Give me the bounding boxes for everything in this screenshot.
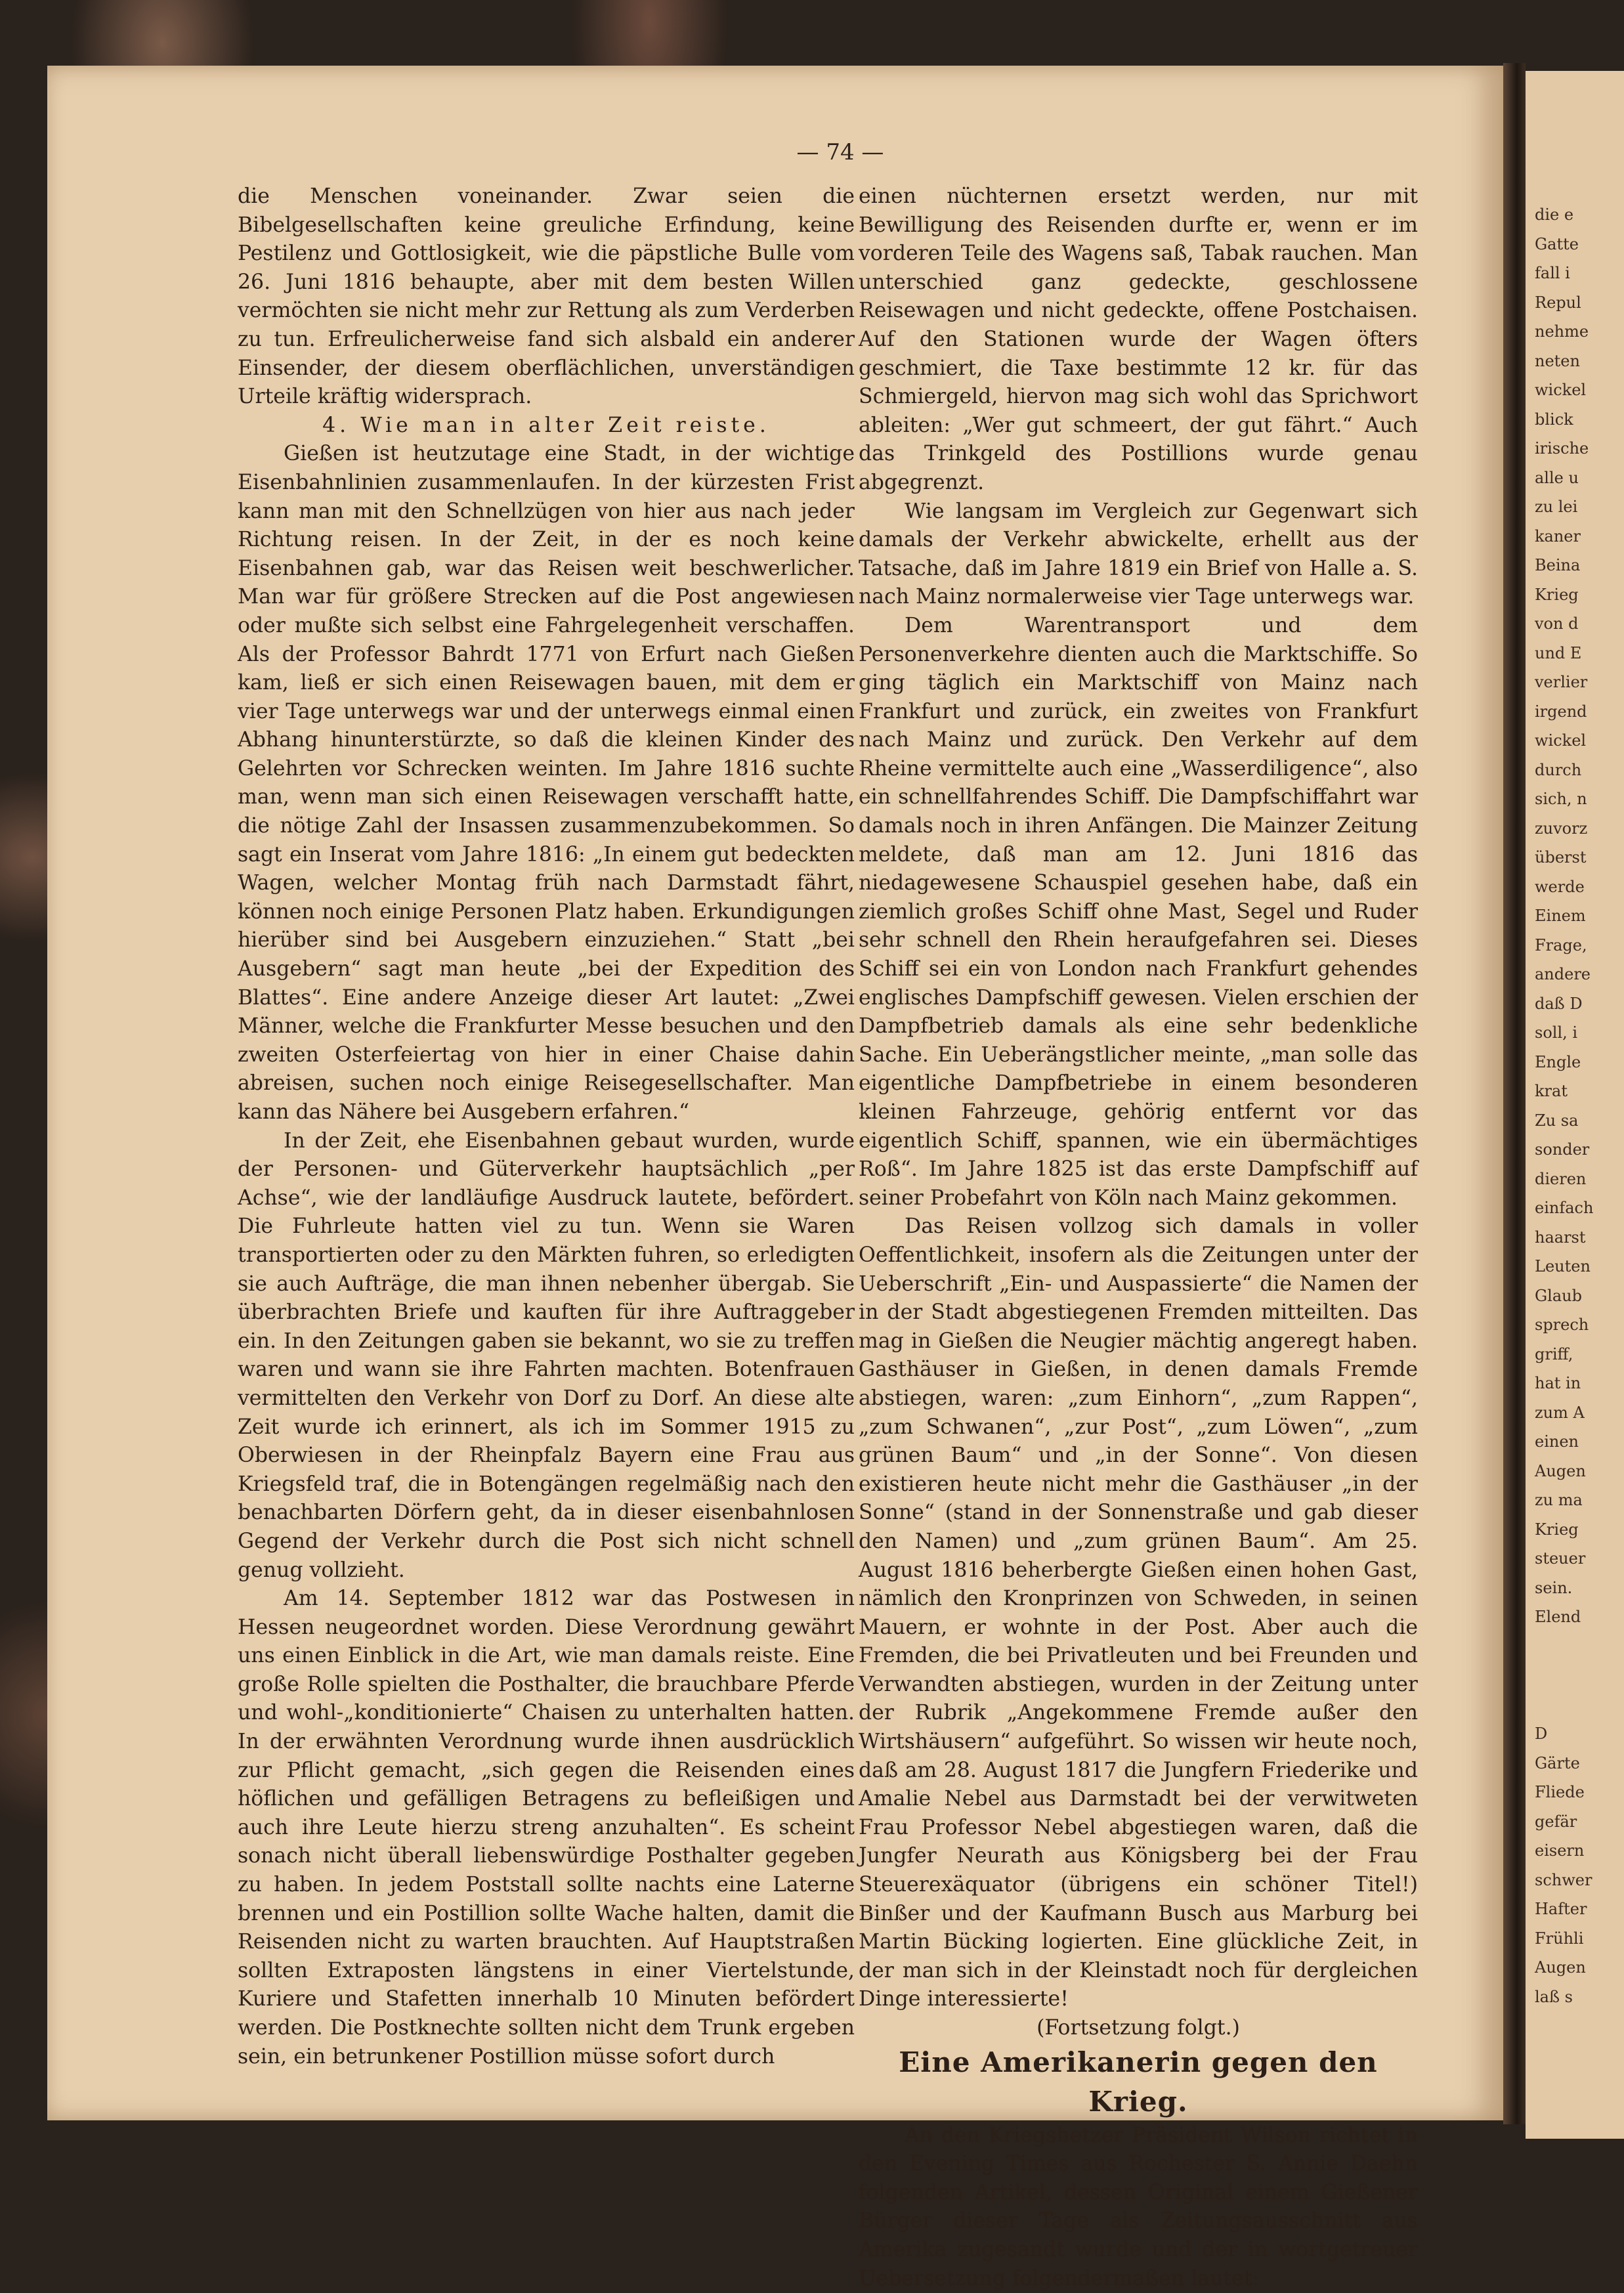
paragraph: An den Kriegshetzer Präsident Wilson richtet in den Evening Times aus Rochester S. Annie Daehn folgenden Artikel, dessen Original einem Gießener Bürger dieser Tage als Zeitungsausschnitt aus Amerika zugesandt wurde und der in wortgetreuer Uebersetzung folgendermaßen lautet: <box>859 2123 1418 2290</box>
section-heading: 4. Wie man in alter Zeit reiste. <box>322 413 770 437</box>
next-page-text-fragment: Frühli <box>1535 1929 1584 1948</box>
next-page-text-fragment: die e <box>1535 205 1574 224</box>
next-page-text-fragment: Zu sa <box>1535 1111 1579 1130</box>
next-page-text-fragment: Repul <box>1535 293 1581 312</box>
next-page-text-fragment: Engle <box>1535 1052 1581 1071</box>
next-page-text-fragment: alle u <box>1535 468 1579 487</box>
book-gutter <box>1503 63 1526 2124</box>
next-page-text-fragment: D <box>1535 1725 1548 1743</box>
next-page-text-fragment: zum A <box>1535 1403 1585 1422</box>
paragraph: Das Reisen vollzog sich damals in voller Oeffentlichkeit, insofern als die Zeitungen unter der Ueberschrift „Ein- und Auspassierte“ die Namen der in der Stadt abgestiegenen Fremden mitteilten. Das mag in Gießen die Neugier mächtig angeregt haben. Gasthäuser in Gießen, in denen damals Fremde abstiegen, waren: „zum Einhorn“, „zum Rappen“, „zum Schwanen“, „zur Post“, „zum Löwen“, „zum grünen Baum“ und „in der Sonne“. Von diesen existieren heute nicht mehr die Gasthäuser „in der Sonne“ (stand in der Sonnenstraße und gab dieser den Namen) und „zum grünen Baum“. Am 25. August 1816 beherbergte Gießen einen hohen Gast, nämlich den Kronprinzen von Schweden, in seinen Mauern, er wohnte in der Post. Aber auch die Fremden, die bei Privatleuten und bei Freunden und Verwandten abstiegen, wurden in der Zeitung unter der Rubrik „Angekommene Fremde außer den Wirtshäusern“ aufgeführt. So wissen wir heute noch, daß am 28. August 1817 die Jungfern Friederike und Amalie Nebel aus Darmstadt bei der verwitweten Frau Professor Nebel abgestiegen waren, daß die Jungfer Neurath aus Königsberg bei der Frau Steuerexäquator (übrigens ein schöner Titel!) Binßer und der Kaufmann Busch aus Marburg bei Martin Bücking logierten. Eine glückliche Zeit, in der man sich in der Kleinstadt noch für dergleichen Dinge interessierte! <box>859 1214 1418 2011</box>
next-page-text-fragment: andere <box>1535 965 1591 983</box>
next-page-text-fragment: Beina <box>1535 556 1581 574</box>
next-page-text-fragment: Krieg <box>1535 1520 1579 1539</box>
next-page-text-fragment: Elend <box>1535 1608 1581 1626</box>
next-page-text-fragment: zuvorz <box>1535 819 1588 838</box>
continuation-note: (Fortsetzung folgt.) <box>1036 2016 1240 2040</box>
next-page-text-fragment: Leuten <box>1535 1257 1591 1275</box>
next-page-text-fragment: Gatte <box>1535 234 1579 253</box>
paragraph: Dem Warentransport und dem Personenverkehre dienten auch die Marktschiffe. So ging täglich ein Marktschiff von Mainz nach Frankfurt und zurück, ein zweites von Frankfurt nach Mainz und zurück. Den Verkehr auf dem Rheine vermittelte auch eine „Wasserdiligence“, also ein schnellfahrendes Schiff. Die Dampfschiffahrt war damals noch in ihren Anfängen. Die Mainzer Zeitung meldete, daß man am 12. Juni 1816 das niedagewesene Schauspiel gesehen habe, daß ein ziemlich großes Schiff ohne Mast, Segel und Ruder sehr schnell den Rhein heraufgefahren sei. Dieses Schiff sei ein von London nach Frankfurt gehendes englisches Dampfschiff gewesen. Vielen erschien der Dampfbetrieb damals als eine sehr bedenkliche Sache. Ein Ueberängstlicher meinte, „man solle das eigentliche Dampfbetriebe in einem besonderen kleinen Fahrzeuge, gehörig entfernt vor das eigentlich Schiff, spannen, wie ein übermächtiges Roß“. Im Jahre 1825 ist das erste Dampfschiff auf seiner Probefahrt von Köln nach Mainz gekommen. <box>859 613 1418 1210</box>
next-page-text-fragment: irgend <box>1535 702 1587 721</box>
next-page-text-fragment: Glaub <box>1535 1286 1582 1305</box>
next-page-text-fragment: daß D <box>1535 994 1583 1013</box>
next-page-text-fragment: einfach <box>1535 1199 1594 1217</box>
next-page-text-fragment: eisern <box>1535 1841 1585 1860</box>
next-page-text-fragment: Frage, <box>1535 935 1587 954</box>
paragraph: In der Zeit, ehe Eisenbahnen gebaut wurden, wurde der Personen- und Güterverkehr hauptsächlich „per Achse“, wie der landläufige Ausdruck lautete, befördert. Die Fuhrleute hatten viel zu tun. Wenn sie Waren transportierten oder zu den Märkten fuhren, so erledigten sie auch Aufträge, die man ihnen nebenher übergab. Sie überbrachten Briefe und kauften für ihre Auftraggeber ein. In den Zeitungen gaben sie bekannt, wo sie zu treffen waren und wann sie ihre Fahrten machten. Botenfrauen vermittelten den Verkehr von Dorf zu Dorf. An diese alte Zeit wurde ich erinnert, als ich im Sommer 1915 zu Oberwiesen in der Rheinpfalz Bayern eine Frau aus Kriegsfeld traf, die in Botengängen regelmäßig nach den benachbarten Dörfern geht, da in dieser eisenbahnlosen Gegend der Verkehr durch die Post sich nicht schnell genug vollzieht. <box>238 1128 855 1582</box>
paragraph: die Menschen voneinander. Zwar seien die Bibelgesellschaften keine greuliche Erfindung, keine Pestilenz und Gottlosigkeit, wie die päpstliche Bulle vom 26. Juni 1816 behaupte, aber mit dem besten Willen vermöchten sie nicht mehr zur Rettung als zum Verderben zu tun. Erfreulicherweise fand sich alsbald ein anderer Einsender, der diesem oberflächlichen, unverständigen Urteile kräftig widersprach. <box>238 184 855 409</box>
left-column <box>238 182 855 2071</box>
next-page-text-fragment: irische <box>1535 439 1589 458</box>
next-page-text-fragment: hat in <box>1535 1374 1581 1392</box>
next-page-text-fragment: von d <box>1535 614 1579 633</box>
paragraph: Am 14. September 1812 war das Postwesen in Hessen neugeordnet worden. Diese Verordnung gewährt uns einen Einblick in die Art, wie man damals reiste. Eine große Rolle spielten die Posthalter, die brauchbare Pferde und wohl-„konditionierte“ Chaisen zu unterhalten hatten. In der erwähnten Verordnung wurde ihnen ausdrücklich zur Pflicht gemacht, „sich gegen die Reisenden eines höflichen und gefälligen Betragens zu befleißigen und auch ihre Leute hierzu streng anzuhalten“. Es scheint sonach nicht überall liebenswürdige Posthalter gegeben zu haben. In jedem Poststall sollte nachts eine Laterne brennen und ein Postillion sollte Wache halten, damit die Reisenden nicht zu warten brauchten. Auf Hauptstraßen sollten Extraposten längstens in einer Viertelstunde, Kuriere und Stafetten innerhalb 10 Minuten befördert werden. Die Postknechte sollten nicht dem Trunk ergeben sein, ein betrunkener Postillion müsse sofort durch <box>238 1587 855 2068</box>
next-page-text-fragment: neten <box>1535 351 1580 370</box>
next-page-text-fragment: werde <box>1535 877 1585 896</box>
next-page-text-fragment: sonder <box>1535 1140 1590 1159</box>
page-number: — 74 — <box>796 139 884 165</box>
next-page-text-fragment: verlier <box>1535 673 1588 691</box>
next-page-text-fragment: wickel <box>1535 381 1587 399</box>
next-page-text-fragment: laß s <box>1535 1987 1573 2006</box>
next-page-text-fragment: Krieg <box>1535 585 1579 604</box>
next-page-text-fragment: und E <box>1535 643 1582 662</box>
next-page-text-fragment: sich, n <box>1535 790 1587 808</box>
paragraph: Wie langsam im Vergleich zur Gegenwart sich damals der Verkehr abwickelte, erhellt aus der Tatsache, daß im Jahre 1819 ein Brief von Halle a. S. nach Mainz normalerweise vier Tage unterwegs war. <box>859 499 1418 609</box>
next-page-text-fragment: zu ma <box>1535 1491 1583 1509</box>
next-page-text-fragment: steuer <box>1535 1549 1586 1568</box>
next-page-text-fragment: Fliede <box>1535 1783 1585 1801</box>
next-page-text-fragment: Hafter <box>1535 1900 1587 1918</box>
next-page-text-fragment: nehme <box>1535 322 1589 341</box>
next-page-text-fragment: soll, i <box>1535 1023 1578 1042</box>
next-page-text-fragment: durch <box>1535 760 1582 779</box>
next-page-text-fragment: zu lei <box>1535 498 1578 516</box>
next-page-text-fragment: griff, <box>1535 1344 1573 1363</box>
next-page-text-fragment: gefär <box>1535 1812 1577 1831</box>
right-column <box>859 182 1418 2293</box>
next-page-text-fragment: überst <box>1535 848 1587 867</box>
next-page-text-fragment: sprech <box>1535 1316 1589 1334</box>
next-page-text-fragment: fall i <box>1535 264 1570 282</box>
next-page-text-fragment: Augen <box>1535 1958 1586 1977</box>
paragraph: einen nüchternen ersetzt werden, nur mit Bewilligung des Reisenden durfte er, wenn er im vorderen Teile des Wagens saß, Tabak rauchen. Man unterschied ganz gedeckte, geschlossene Reisewagen und nicht gedeckte, offene Postchaisen. Auf den Stationen wurde der Wagen öfters geschmiert, die Taxe bestimmte 12 kr. für das Schmiergeld, hiervon mag sich wohl das Sprichwort ableiten: „Wer gut schmeert, der gut fährt.“ Auch das Trinkgeld des Postillions wurde genau abgegrenzt. <box>859 184 1418 494</box>
next-page-text-fragment: haarst <box>1535 1228 1586 1247</box>
next-page-fragment <box>1526 71 1624 2139</box>
next-page-text-fragment: Einem <box>1535 907 1586 925</box>
next-page-text-fragment: einen <box>1535 1432 1579 1451</box>
next-page-text-fragment: blick <box>1535 410 1573 429</box>
article-title: Eine Amerikanerin gegen den Krieg. <box>899 2046 1378 2118</box>
next-page-text-fragment: kaner <box>1535 526 1581 546</box>
next-page-text-fragment: schwer <box>1535 1870 1592 1889</box>
next-page-text-fragment: Gärte <box>1535 1753 1580 1772</box>
next-page-text-fragment: dieren <box>1535 1169 1587 1188</box>
next-page-text-fragment: Augen <box>1535 1461 1586 1480</box>
next-page-text-fragment: wickel <box>1535 731 1587 750</box>
next-page-text-fragment: sein. <box>1535 1578 1573 1597</box>
paragraph: Gießen ist heutzutage eine Stadt, in der wichtige Eisenbahnlinien zusammenlaufen. In der kürzesten Frist kann man mit den Schnellzügen von hier aus nach jeder Richtung reisen. In der Zeit, in der es noch keine Eisenbahnen gab, war das Reisen weit beschwerlicher. Man war für größere Strecken auf die Post angewiesen oder mußte sich selbst eine Fahrgelegenheit verschaffen. Als der Professor Bahrdt 1771 von Erfurt nach Gießen kam, ließ er sich einen Reisewagen bauen, mit dem er vier Tage unterwegs war und der unterwegs einmal einen Abhang hinunterstürzte, so daß die kleinen Kinder des Gelehrten vor Schrecken weinten. Im Jahre 1816 suchte man, wenn man sich einen Reisewagen verschafft hatte, die nötige Zahl der Insassen zusammenzubekommen. So sagt ein Inserat vom Jahre 1816: „In einem gut bedeckten Wagen, welcher Montag früh nach Darmstadt fährt, können noch einige Personen Platz haben. Erkundigungen hierüber sind bei Ausgebern einzuziehen.“ Statt „bei Ausgebern“ sagt man heute „bei der Expedition des Blattes“. Eine andere Anzeige dieser Art lautet: „Zwei Männer, welche die Frankfurter Messe besuchen und den zweiten Osterfeiertag von hier in einer Chaise dahin abreisen, suchen noch einige Reisegesellschafter. Man kann das Nähere bei Ausgebern erfahren.“ <box>238 442 855 1124</box>
next-page-text-fragment: krat <box>1535 1082 1568 1100</box>
